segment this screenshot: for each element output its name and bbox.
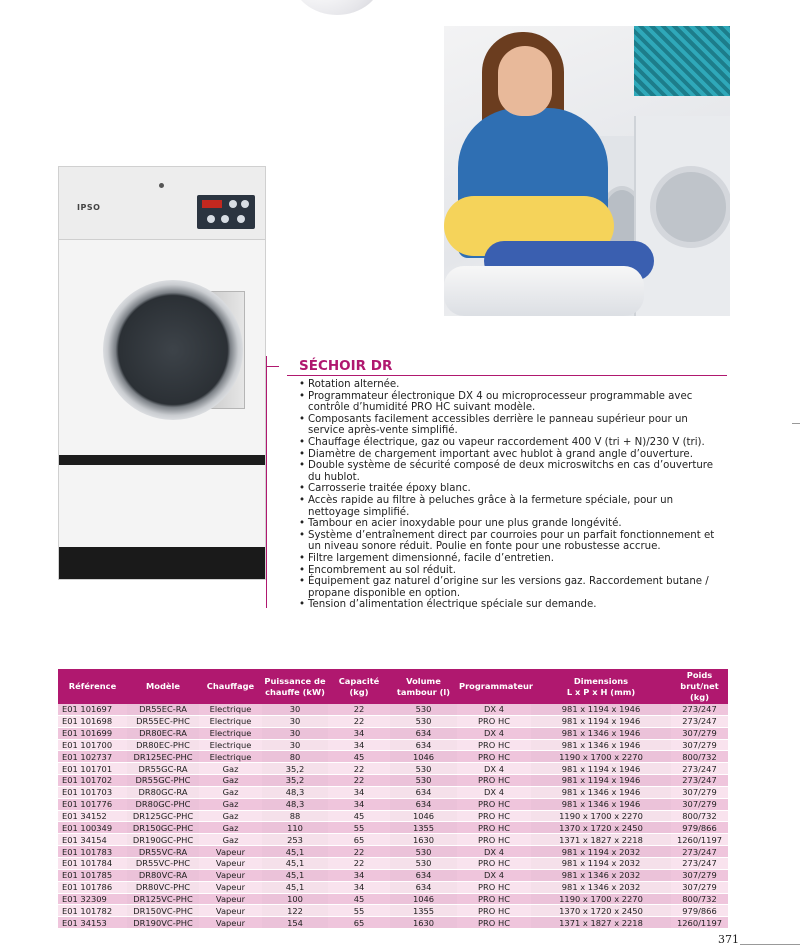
cell-col-power: 154 [262, 917, 328, 929]
header-col-model [127, 669, 199, 704]
cell-col-programmer: PRO HC [457, 905, 531, 917]
cell-col-power: 45,1 [262, 881, 328, 893]
cell-col-power: 45,1 [262, 846, 328, 858]
feature-item: • Accès rapide au filtre à peluches grâce à la fermeture spéciale, pour un nettoyage simplifié. [299, 495, 727, 518]
cell-col-heating: Gaz [199, 822, 262, 834]
cell-col-reference: E01 101784 [58, 857, 127, 869]
cell-col-power: 253 [262, 834, 328, 846]
table-row [58, 739, 728, 751]
table-header-row [58, 669, 728, 704]
cell-col-programmer: PRO HC [457, 822, 531, 834]
cell-col-dimensions: 981 x 1346 x 1946 [531, 786, 671, 798]
cell-col-dimensions: 1371 x 1827 x 2218 [531, 917, 671, 929]
cell-col-weight: 273/247 [671, 857, 728, 869]
cell-col-power: 30 [262, 715, 328, 727]
laundry-photo [444, 26, 730, 316]
cell-col-model: DR55GC-PHC [127, 775, 199, 787]
cell-col-dimensions: 1370 x 1720 x 2450 [531, 905, 671, 917]
table-row [58, 798, 728, 810]
cell-col-programmer: PRO HC [457, 739, 531, 751]
cell-col-volume: 530 [390, 715, 457, 727]
cell-col-capacity: 65 [328, 834, 390, 846]
table-row [58, 751, 728, 763]
header-col-reference [58, 669, 127, 704]
cell-col-power: 30 [262, 704, 328, 715]
cell-col-programmer: DX 4 [457, 727, 531, 739]
dryer-controls [197, 195, 255, 229]
cell-col-volume: 530 [390, 775, 457, 787]
table-row [58, 715, 728, 727]
cell-col-capacity: 34 [328, 798, 390, 810]
cell-col-weight: 273/247 [671, 715, 728, 727]
cell-col-power: 35,2 [262, 763, 328, 775]
feature-item: • Tambour en acier inoxydable pour une plus grande longévité. [299, 518, 727, 530]
cell-col-volume: 530 [390, 846, 457, 858]
table-row [58, 846, 728, 858]
feature-item: • Encombrement au sol réduit. [299, 565, 727, 577]
cell-col-model: DR55GC-RA [127, 763, 199, 775]
feature-item: • Tension d’alimentation électrique spéciale sur demande. [299, 599, 727, 611]
cell-col-capacity: 65 [328, 917, 390, 929]
cell-col-reference: E01 101776 [58, 798, 127, 810]
header-text: (kg) [349, 686, 369, 697]
table-row [58, 881, 728, 893]
feature-item: • Équipement gaz naturel d’origine sur les versions gaz. Raccordement butane / propane disponible en option. [299, 576, 727, 599]
cell-col-power: 30 [262, 727, 328, 739]
footer-rule [740, 944, 800, 945]
cell-col-programmer: DX 4 [457, 846, 531, 858]
cell-col-heating: Vapeur [199, 857, 262, 869]
table-row [58, 869, 728, 881]
cell-col-reference: E01 101703 [58, 786, 127, 798]
cell-col-reference: E01 34153 [58, 917, 127, 929]
header-text: Programmateur [459, 681, 533, 691]
cell-col-heating: Vapeur [199, 893, 262, 905]
cell-col-dimensions: 981 x 1346 x 2032 [531, 869, 671, 881]
cell-col-reference: E01 101782 [58, 905, 127, 917]
table-row [58, 917, 728, 929]
cell-col-reference: E01 34152 [58, 810, 127, 822]
cell-col-power: 30 [262, 739, 328, 751]
cell-col-volume: 1046 [390, 810, 457, 822]
table-row [58, 763, 728, 775]
cell-col-reference: E01 101698 [58, 715, 127, 727]
dryer-door [103, 280, 243, 420]
cell-col-capacity: 34 [328, 727, 390, 739]
header-text: Capacité [338, 675, 380, 686]
cell-col-heating: Vapeur [199, 881, 262, 893]
cell-col-weight: 273/247 [671, 704, 728, 715]
cell-col-capacity: 34 [328, 786, 390, 798]
feature-list [299, 379, 727, 611]
cell-col-programmer: PRO HC [457, 834, 531, 846]
cell-col-model: DR80VC-RA [127, 869, 199, 881]
cell-col-power: 100 [262, 893, 328, 905]
cell-col-volume: 634 [390, 869, 457, 881]
cell-col-volume: 634 [390, 727, 457, 739]
cell-col-capacity: 34 [328, 881, 390, 893]
cell-col-programmer: PRO HC [457, 715, 531, 727]
cell-col-heating: Electrique [199, 751, 262, 763]
cell-col-weight: 800/732 [671, 751, 728, 763]
feature-item: • Carrosserie traitée époxy blanc. [299, 483, 727, 495]
cell-col-model: DR190VC-PHC [127, 917, 199, 929]
cell-col-volume: 1355 [390, 905, 457, 917]
cell-col-volume: 530 [390, 763, 457, 775]
cell-col-programmer: PRO HC [457, 810, 531, 822]
cell-col-dimensions: 1190 x 1700 x 2270 [531, 751, 671, 763]
cell-col-power: 35,2 [262, 775, 328, 787]
feature-item: • Filtre largement dimensionné, facile d’entretien. [299, 553, 727, 565]
cell-col-dimensions: 981 x 1194 x 1946 [531, 775, 671, 787]
cell-col-reference: E01 101699 [58, 727, 127, 739]
cell-col-capacity: 22 [328, 846, 390, 858]
cell-col-weight: 307/279 [671, 869, 728, 881]
header-text: tambour (l) [396, 686, 451, 697]
cell-col-volume: 530 [390, 857, 457, 869]
header-text: Poids [686, 670, 713, 680]
cell-col-heating: Vapeur [199, 905, 262, 917]
cell-col-capacity: 22 [328, 704, 390, 715]
cell-col-reference: E01 101702 [58, 775, 127, 787]
cell-col-weight: 307/279 [671, 881, 728, 893]
cell-col-model: DR55EC-PHC [127, 715, 199, 727]
dryer-lint-strip [59, 455, 265, 465]
cell-col-weight: 979/866 [671, 822, 728, 834]
cell-col-capacity: 34 [328, 739, 390, 751]
cell-col-reference: E01 101697 [58, 704, 127, 715]
cell-col-power: 80 [262, 751, 328, 763]
linen-shape [444, 266, 644, 316]
cell-col-volume: 1046 [390, 751, 457, 763]
washer-shape [634, 116, 730, 316]
cell-col-model: DR55VC-PHC [127, 857, 199, 869]
table-row [58, 834, 728, 846]
cell-col-reference: E01 102737 [58, 751, 127, 763]
cell-col-programmer: DX 4 [457, 704, 531, 715]
cell-col-programmer: DX 4 [457, 763, 531, 775]
cell-col-dimensions: 981 x 1194 x 1946 [531, 763, 671, 775]
cell-col-dimensions: 981 x 1194 x 1946 [531, 715, 671, 727]
header-text: Puissance de [264, 675, 326, 686]
cell-col-programmer: PRO HC [457, 881, 531, 893]
cell-col-dimensions: 981 x 1346 x 1946 [531, 739, 671, 751]
cell-col-capacity: 45 [328, 810, 390, 822]
cell-col-capacity: 55 [328, 905, 390, 917]
cell-col-dimensions: 1371 x 1827 x 2218 [531, 834, 671, 846]
header-text: Chauffage [206, 681, 255, 691]
cell-col-capacity: 55 [328, 822, 390, 834]
header-col-programmer [457, 669, 531, 704]
cell-col-heating: Vapeur [199, 869, 262, 881]
cell-col-dimensions: 1190 x 1700 x 2270 [531, 893, 671, 905]
feature-item: • Composants facilement accessibles derrière le panneau supérieur pour un service après-vente simplifié. [299, 414, 727, 437]
cell-col-weight: 307/279 [671, 727, 728, 739]
cell-col-model: DR150GC-PHC [127, 822, 199, 834]
cell-col-weight: 307/279 [671, 739, 728, 751]
dryer-illustration [58, 166, 266, 580]
cell-col-power: 48,3 [262, 798, 328, 810]
cell-col-model: DR190GC-PHC [127, 834, 199, 846]
table-row [58, 786, 728, 798]
cell-col-dimensions: 981 x 1194 x 2032 [531, 846, 671, 858]
feature-item: • Double système de sécurité composé de deux microswitchs en cas d’ouverture du hublot. [299, 460, 727, 483]
cell-col-volume: 1630 [390, 917, 457, 929]
cell-col-reference: E01 101701 [58, 763, 127, 775]
cell-col-model: DR80GC-RA [127, 786, 199, 798]
cell-col-heating: Gaz [199, 786, 262, 798]
cell-col-model: DR125EC-PHC [127, 751, 199, 763]
cell-col-heating: Vapeur [199, 846, 262, 858]
table-body [58, 704, 728, 929]
feature-item: • Diamètre de chargement important avec hublot à grand angle d’ouverture. [299, 449, 727, 461]
brand-logo: IPSO [77, 203, 101, 212]
feature-item: • Rotation alternée. [299, 379, 727, 391]
header-text: Dimensions [573, 675, 629, 686]
cell-col-reference: E01 101783 [58, 846, 127, 858]
cell-col-heating: Gaz [199, 763, 262, 775]
header-col-dimensions [531, 669, 671, 704]
cell-col-reference: E01 34154 [58, 834, 127, 846]
cell-col-volume: 634 [390, 798, 457, 810]
cell-col-weight: 1260/1197 [671, 917, 728, 929]
cell-col-capacity: 22 [328, 775, 390, 787]
table-row [58, 704, 728, 715]
cell-col-volume: 634 [390, 881, 457, 893]
cell-col-heating: Electrique [199, 704, 262, 715]
cell-col-volume: 1630 [390, 834, 457, 846]
header-col-power [262, 669, 328, 704]
header-text: Référence [68, 681, 117, 691]
cell-col-weight: 1260/1197 [671, 834, 728, 846]
table-row [58, 775, 728, 787]
cell-col-heating: Electrique [199, 727, 262, 739]
header-text: brut/net (kg) [680, 681, 719, 702]
cell-col-reference: E01 101700 [58, 739, 127, 751]
cell-col-model: DR55VC-RA [127, 846, 199, 858]
product-title: SÉCHOIR DR [299, 358, 393, 374]
cell-col-dimensions: 981 x 1346 x 2032 [531, 881, 671, 893]
cell-col-model: DR55EC-RA [127, 704, 199, 715]
cell-col-model: DR80VC-PHC [127, 881, 199, 893]
cell-col-programmer: PRO HC [457, 893, 531, 905]
cell-col-capacity: 22 [328, 763, 390, 775]
cell-col-weight: 273/247 [671, 763, 728, 775]
cell-col-power: 45,1 [262, 857, 328, 869]
cell-col-reference: E01 100349 [58, 822, 127, 834]
cell-col-heating: Electrique [199, 715, 262, 727]
laundry-basket-shape [634, 26, 730, 96]
table-row [58, 905, 728, 917]
cell-col-weight: 307/279 [671, 786, 728, 798]
cell-col-capacity: 22 [328, 857, 390, 869]
cell-col-heating: Gaz [199, 834, 262, 846]
cell-col-weight: 979/866 [671, 905, 728, 917]
title-divider [287, 375, 727, 376]
cell-col-programmer: DX 4 [457, 786, 531, 798]
header-text: Volume [406, 675, 441, 686]
person-face-shape [498, 46, 552, 116]
cell-col-capacity: 22 [328, 715, 390, 727]
cell-col-dimensions: 981 x 1346 x 1946 [531, 727, 671, 739]
connector-bracket [266, 356, 287, 608]
cell-col-power: 110 [262, 822, 328, 834]
cell-col-weight: 800/732 [671, 893, 728, 905]
header-text: Modèle [146, 681, 180, 691]
cell-col-reference: E01 101786 [58, 881, 127, 893]
cell-col-programmer: PRO HC [457, 751, 531, 763]
cell-col-dimensions: 981 x 1194 x 2032 [531, 857, 671, 869]
cell-col-dimensions: 1370 x 1720 x 2450 [531, 822, 671, 834]
cell-col-volume: 1355 [390, 822, 457, 834]
header-col-heating [199, 669, 262, 704]
table-row [58, 727, 728, 739]
cell-col-heating: Vapeur [199, 917, 262, 929]
header-col-volume [390, 669, 457, 704]
cell-col-programmer: DX 4 [457, 869, 531, 881]
cell-col-dimensions: 981 x 1346 x 1946 [531, 798, 671, 810]
cell-col-power: 48,3 [262, 786, 328, 798]
header-col-capacity [328, 669, 390, 704]
cell-col-model: DR125GC-PHC [127, 810, 199, 822]
cell-col-volume: 634 [390, 786, 457, 798]
header-text: L x P x H (mm) [566, 686, 636, 697]
cell-col-heating: Gaz [199, 798, 262, 810]
cell-col-weight: 307/279 [671, 798, 728, 810]
cell-col-capacity: 45 [328, 751, 390, 763]
feature-item: • Système d’entraînement direct par courroies pour un parfait fonctionnement et un niveau sonore réduit. Poulie en fonte pour une robustesse accrue. [299, 530, 727, 553]
cell-col-model: DR150VC-PHC [127, 905, 199, 917]
cell-col-model: DR80GC-PHC [127, 798, 199, 810]
decorative-arc [292, 0, 382, 15]
edge-mark [792, 423, 800, 424]
table-row [58, 893, 728, 905]
cell-col-power: 45,1 [262, 869, 328, 881]
table-row [58, 822, 728, 834]
cell-col-weight: 273/247 [671, 846, 728, 858]
header-text: chauffe (kW) [265, 686, 325, 697]
cell-col-programmer: PRO HC [457, 857, 531, 869]
page-number: 371 [718, 933, 739, 946]
table-row [58, 810, 728, 822]
cell-col-reference: E01 101785 [58, 869, 127, 881]
header-col-weight [671, 669, 728, 704]
cell-col-weight: 273/247 [671, 775, 728, 787]
cell-col-dimensions: 1190 x 1700 x 2270 [531, 810, 671, 822]
feature-item: • Chauffage électrique, gaz ou vapeur raccordement 400 V (tri + N)/230 V (tri). [299, 437, 727, 449]
cell-col-capacity: 45 [328, 893, 390, 905]
cell-col-power: 122 [262, 905, 328, 917]
cell-col-capacity: 34 [328, 869, 390, 881]
cell-col-weight: 800/732 [671, 810, 728, 822]
cell-col-model: DR125VC-PHC [127, 893, 199, 905]
cell-col-power: 88 [262, 810, 328, 822]
cell-col-heating: Gaz [199, 775, 262, 787]
cell-col-volume: 634 [390, 739, 457, 751]
cell-col-reference: E01 32309 [58, 893, 127, 905]
cell-col-model: DR80EC-PHC [127, 739, 199, 751]
cell-col-programmer: PRO HC [457, 775, 531, 787]
dryer-control-panel [59, 167, 265, 240]
cell-col-dimensions: 981 x 1194 x 1946 [531, 704, 671, 715]
specification-table [58, 669, 728, 929]
cell-col-heating: Gaz [199, 810, 262, 822]
cell-col-programmer: PRO HC [457, 798, 531, 810]
cell-col-volume: 530 [390, 704, 457, 715]
cell-col-model: DR80EC-RA [127, 727, 199, 739]
table-row [58, 857, 728, 869]
feature-item: • Programmateur électronique DX 4 ou microprocesseur programmable avec contrôle d’humidité PRO HC suivant modèle. [299, 391, 727, 414]
dryer-base [59, 547, 265, 579]
cell-col-volume: 1046 [390, 893, 457, 905]
cell-col-programmer: PRO HC [457, 917, 531, 929]
cell-col-heating: Electrique [199, 739, 262, 751]
